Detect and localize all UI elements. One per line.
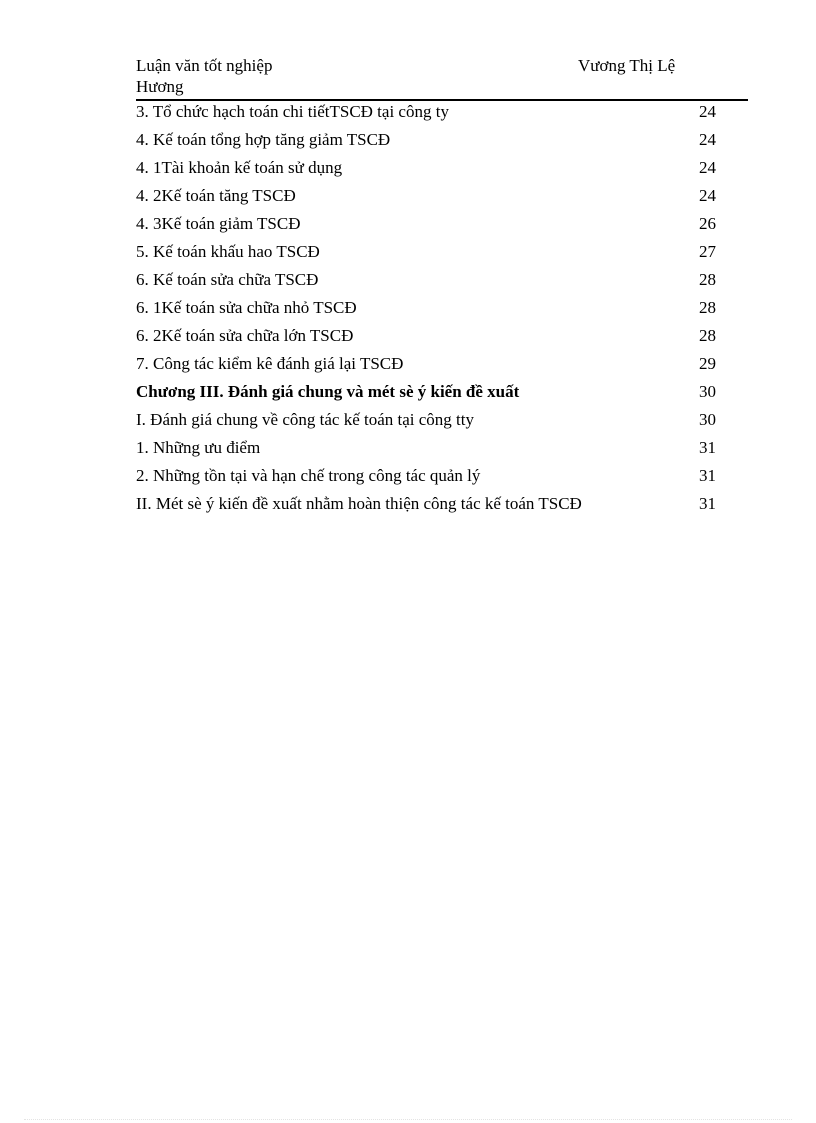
- toc-entry-page-number: 27: [699, 242, 716, 261]
- toc-entry-label: 5. Kế toán khấu hao TSCĐ: [136, 242, 320, 261]
- header-left: [136, 55, 336, 97]
- toc-entry-label: Chương III. Đánh giá chung và mét sè ý kiến đề xuất: [136, 382, 520, 401]
- toc-entry-page-number: 30: [699, 382, 716, 401]
- toc-entry-page-number: 24: [699, 158, 716, 177]
- toc-entry: [136, 351, 716, 379]
- toc-entry: [136, 295, 716, 323]
- toc-entry: [136, 183, 716, 211]
- toc-entry-label: 4. Kế toán tổng hợp tăng giảm TSCĐ: [136, 130, 391, 149]
- toc-entry-page-number: 28: [699, 298, 716, 317]
- toc-entry-label: 2. Những tồn tại và hạn chế trong công tác quản lý: [136, 466, 481, 485]
- toc-entry: [136, 463, 716, 491]
- header-thesis-label: Luận văn tốt nghiệp: [136, 56, 273, 75]
- page-header: [136, 55, 748, 101]
- toc-entry-page-number: 24: [699, 186, 716, 205]
- toc-entry-label: 6. 2Kế toán sửa chữa lớn TSCĐ: [136, 326, 354, 345]
- header-author-surname: Hương: [136, 77, 184, 96]
- toc-entry: [136, 435, 716, 463]
- toc-entry-page-number: 28: [699, 326, 716, 345]
- toc-entry-page-number: 24: [699, 102, 716, 121]
- toc-entry: [136, 323, 716, 351]
- toc-entry-page-number: 31: [699, 466, 716, 485]
- toc-entry-label: 4. 3Kế toán giảm TSCĐ: [136, 214, 301, 233]
- toc-entry-page-number: 24: [699, 130, 716, 149]
- toc-entry-label: 6. 1Kế toán sửa chữa nhỏ TSCĐ: [136, 298, 357, 317]
- toc-entry-label: 4. 1Tài khoản kế toán sử dụng: [136, 158, 343, 177]
- toc-entry-page-number: 31: [699, 438, 716, 457]
- toc-entry: [136, 155, 716, 183]
- toc-entry-label: I. Đánh giá chung về công tác kế toán tại công tty: [136, 410, 474, 429]
- toc-entry-label: 4. 2Kế toán tăng TSCĐ: [136, 186, 296, 205]
- toc-entry-label: 1. Những ưu điểm: [136, 438, 261, 457]
- toc-entry: [136, 127, 716, 155]
- toc-entry-label: 6. Kế toán sửa chữa TSCĐ: [136, 270, 319, 289]
- toc-entry-page-number: 31: [699, 494, 716, 513]
- toc-entry-page-number: 26: [699, 214, 716, 233]
- toc-entry: [136, 407, 716, 435]
- toc-entry: [136, 211, 716, 239]
- toc-entry-page-number: 29: [699, 354, 716, 373]
- toc-entry: [136, 267, 716, 295]
- toc-entry: [136, 491, 716, 519]
- toc-entry-label: II. Mét sè ý kiến đề xuất nhằm hoàn thiện công tác kế toán TSCĐ: [136, 494, 582, 513]
- toc-entry-page-number: 28: [699, 270, 716, 289]
- table-of-contents: [136, 99, 716, 519]
- toc-entry-label: 3. Tổ chức hạch toán chi tiếtTSCĐ tại công ty: [136, 102, 449, 121]
- toc-entry: [136, 99, 716, 127]
- header-author-name: Vương Thị Lệ: [578, 56, 676, 75]
- toc-entry: [136, 379, 716, 407]
- toc-entry-label: 7. Công tác kiểm kê đánh giá lại TSCĐ: [136, 354, 404, 373]
- toc-entry: [136, 239, 716, 267]
- toc-entry-page-number: 30: [699, 410, 716, 429]
- page-bottom-divider: [24, 1119, 792, 1120]
